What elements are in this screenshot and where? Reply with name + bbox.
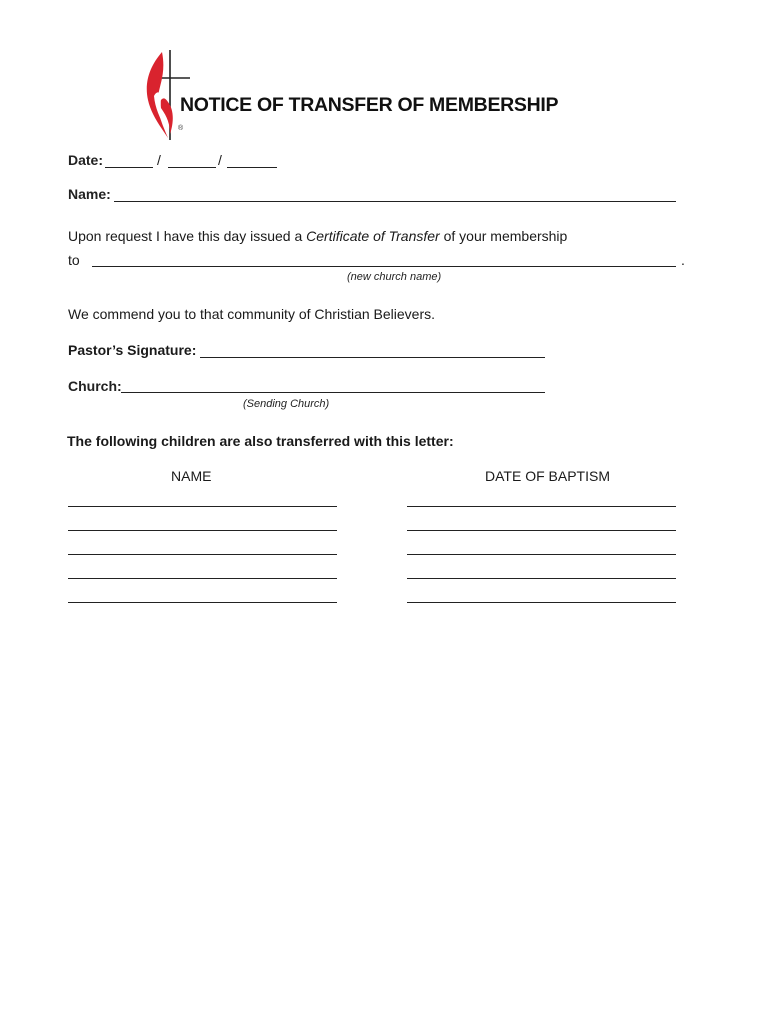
date-year-field[interactable]: [227, 167, 277, 168]
church-row: Church:: [68, 378, 122, 394]
child-name-field[interactable]: [68, 530, 337, 531]
child-baptism-date-field[interactable]: [407, 506, 676, 507]
new-church-caption: (new church name): [347, 271, 442, 283]
date-day-field[interactable]: [168, 167, 216, 168]
child-baptism-date-field[interactable]: [407, 602, 676, 603]
certificate-of-transfer-text: Certificate of Transfer: [306, 228, 440, 244]
date-separator-2: /: [218, 152, 222, 168]
child-name-field[interactable]: [68, 602, 337, 603]
to-period: .: [681, 252, 685, 268]
church-label: Church: [68, 378, 117, 394]
sending-church-caption: (Sending Church): [243, 398, 330, 410]
sending-church-field[interactable]: [121, 392, 545, 393]
child-name-field[interactable]: [68, 578, 337, 579]
pastor-signature-label: Pastor’s Signature:: [68, 342, 197, 358]
transfer-paragraph: [68, 228, 567, 244]
paragraph-post: of your membership: [439, 228, 568, 244]
to-label: to: [68, 252, 80, 268]
pastor-signature-field[interactable]: [200, 357, 545, 358]
child-baptism-date-field[interactable]: [407, 578, 676, 579]
date-row: Date:: [68, 152, 104, 168]
child-baptism-date-field[interactable]: [407, 554, 676, 555]
registered-mark: ®: [178, 125, 184, 132]
name-column-header: NAME: [171, 468, 212, 484]
new-church-field[interactable]: [92, 266, 676, 267]
child-baptism-date-field[interactable]: [407, 530, 676, 531]
children-heading: The following children are also transferred with this letter:: [67, 433, 454, 449]
paragraph-pre: Upon request I have this day issued a: [68, 228, 307, 244]
child-name-field[interactable]: [68, 506, 337, 507]
date-month-field[interactable]: [105, 167, 153, 168]
child-name-field[interactable]: [68, 554, 337, 555]
commend-text: We commend you to that community of Christian Believers.: [68, 306, 436, 322]
date-label: Date: [68, 152, 99, 168]
name-field[interactable]: [114, 201, 676, 202]
date-of-baptism-column-header: DATE OF BAPTISM: [485, 468, 610, 484]
name-row: Name:: [68, 186, 111, 202]
page-title: NOTICE OF TRANSFER OF MEMBERSHIP: [180, 94, 559, 116]
name-label: Name: [68, 186, 107, 202]
date-separator-1: /: [157, 152, 161, 168]
